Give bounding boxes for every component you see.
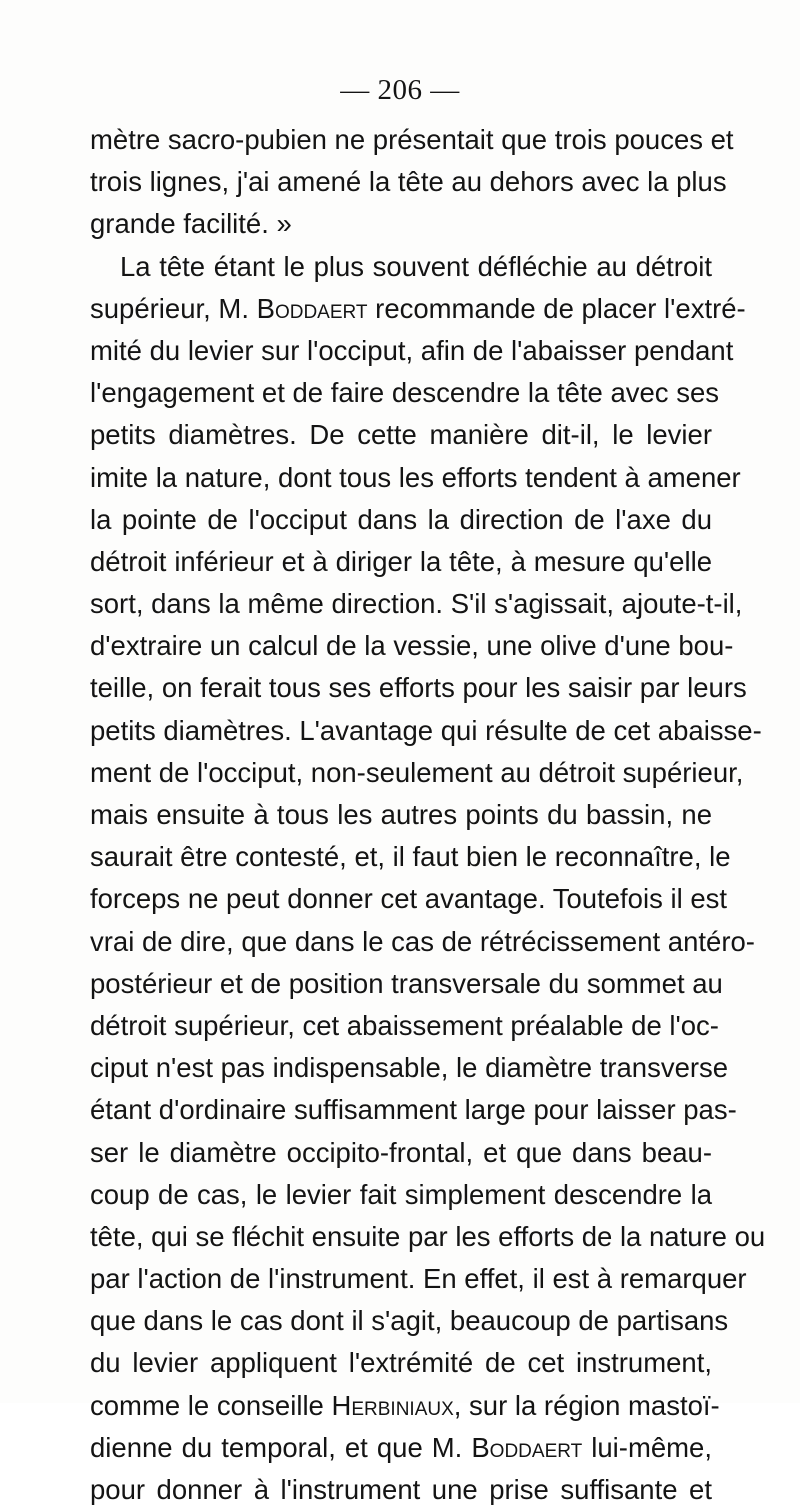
text-line: coup de cas, le levier fait simplement descendre la — [90, 1178, 712, 1210]
text-line: postérieur et de position transversale du sommet au — [90, 967, 723, 999]
text-line: mètre sacro-pubien ne présentait que trois pouces et — [90, 124, 734, 155]
text-line: ciput n'est pas indispensable, le diamètre transverse — [90, 1052, 729, 1084]
text-line: d'extraire un calcul de la vessie, une olive d'une bou- — [90, 630, 734, 662]
text-line: trois lignes, j'ai amené la tête au dehors avec la plus — [90, 166, 727, 198]
text-line: forceps ne peut donner cet avantage. Toutefois il est — [90, 883, 727, 915]
body-text — [90, 119, 766, 1511]
text-line: mité du levier sur l'occiput, afin de l'abaisser pendant — [90, 334, 734, 366]
text-line: teille, on ferait tous ses efforts pour les saisir par leurs — [90, 672, 747, 704]
text-line: ment de l'occiput, non-seulement au détroit supérieur, — [90, 756, 744, 788]
text-segment: recommande de placer l'extré- — [367, 292, 746, 324]
paragraph-start-line: La tête étant le plus souvent défléchie au détroit — [120, 250, 712, 282]
text-line: saurait être contesté, et, il faut bien le reconnaître, le — [90, 841, 731, 873]
author-name: Boddaert — [256, 292, 368, 324]
text-line: détroit inférieur et à diriger la tête, à mesure qu'elle — [90, 545, 712, 577]
text-line: petits diamètres. De cette manière dit-il, le levier — [90, 419, 712, 451]
text-segment: dienne du temporal, et que M. — [90, 1431, 472, 1463]
text-line: la pointe de l'occiput dans la direction de l'axe du — [90, 503, 712, 535]
author-name: Herbiniaux — [331, 1389, 454, 1421]
text-segment: lui-même, — [582, 1431, 712, 1463]
text-line: grande facilité. » — [90, 208, 292, 240]
text-line: vrai de dire, que dans le cas de rétrécissement antéro- — [90, 925, 755, 957]
author-name: Boddaert — [471, 1431, 583, 1463]
text-line — [90, 288, 746, 330]
text-line: du levier appliquent l'extrémité de cet instrument, — [90, 1347, 712, 1379]
text-line: détroit supérieur, cet abaissement préalable de l'oc- — [90, 1009, 719, 1041]
text-segment: , sur la région mastoï- — [453, 1389, 720, 1421]
page-number: — 206 — — [340, 74, 460, 106]
text-line: tête, qui se fléchit ensuite par les efforts de la nature ou — [90, 1220, 766, 1252]
text-segment: comme le conseille — [90, 1389, 332, 1421]
text-line: sort, dans la même direction. S'il s'agissait, ajoute-t-il, — [90, 588, 743, 620]
text-line: l'engagement et de faire descendre la tête avec ses — [90, 377, 719, 409]
text-line: étant d'ordinaire suffisamment large pour laisser pas- — [90, 1094, 737, 1126]
text-segment: supérieur, M. — [90, 292, 257, 324]
text-line: que dans le cas dont il s'agit, beaucoup de partisans — [90, 1305, 729, 1337]
text-line — [90, 1385, 720, 1427]
text-line: mais ensuite à tous les autres points du bassin, ne — [90, 799, 712, 830]
text-line: imite la nature, dont tous les efforts tendent à amener — [90, 461, 741, 493]
text-line: par l'action de l'instrument. En effet, il est à remarquer — [90, 1263, 747, 1295]
text-line — [90, 1427, 712, 1469]
text-line: pour donner à l'instrument une prise suffisante et — [90, 1474, 712, 1505]
text-line: petits diamètres. L'avantage qui résulte de cet abaisse- — [90, 714, 762, 746]
text-line: ser le diamètre occipito-frontal, et que dans beau- — [90, 1136, 712, 1168]
